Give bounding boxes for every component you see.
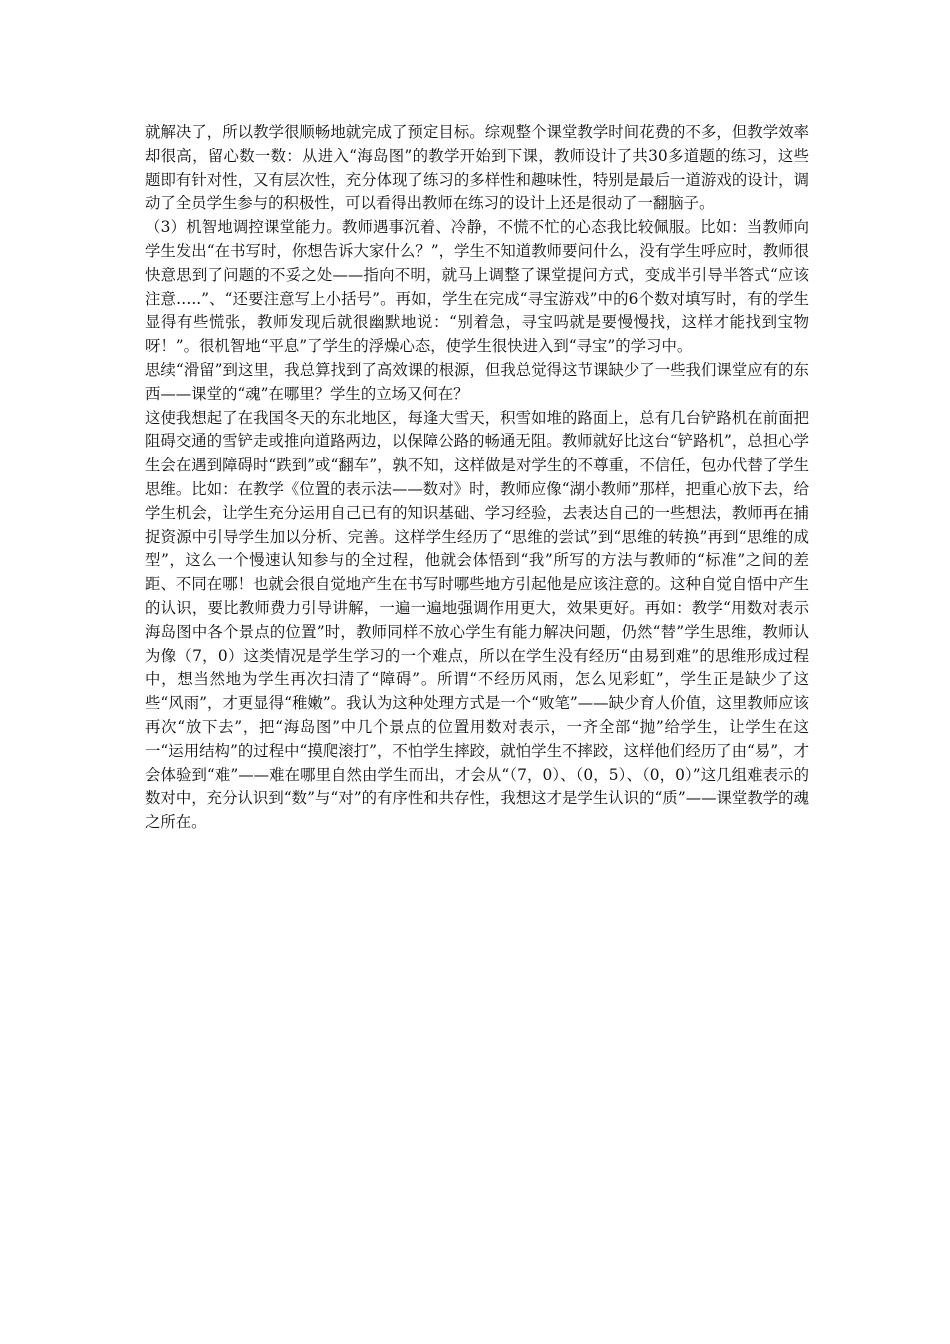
paragraph-2: （3）机智地调控课堂能力。教师遇事沉着、冷静，不慌不忙的心态我比较佩服。比如：当教师向学生发出“在书写时，你想告诉大家什么？”，学生不知道教师要问什么，没有学生呼应时，教师很快意思到了问题的不妥之处——指向不明，就马上调整了课堂提问方式，变成半引导半答式“应该注意…..”、“还要注意写上小括号”。再如，学生在完成“寻宝游戏”中的6个数对填写时，有的学生显得有些慌张，教师发现后就很幽默地说：“别着急，寻宝吗就是要慢慢找，这样才能找到宝物呀！”。很机智地“平息”了学生的浮燥心态，使学生很快进入到“寻宝”的学习中。 bbox=[145, 218, 809, 356]
document-body bbox=[145, 121, 809, 835]
paragraph-4: 这使我想起了在我国冬天的东北地区，每逢大雪天，积雪如堆的路面上，总有几台铲路机在前面把阻碍交通的雪铲走或推向道路两边，以保障公路的畅通无阻。教师就好比这台“铲路机”，总担心学生会在遇到障碍时“跌到”或“翻车”，孰不知，这样做是对学生的不尊重，不信任，包办代替了学生思维。比如：在教学《位置的表示法——数对》时，教师应像“湖小教师”那样，把重心放下去，给学生机会，让学生充分运用自己已有的知识基础、学习经验，去表达自己的一些想法，教师再在捕捉资源中引导学生加以分析、完善。这样学生经历了“思维的尝试”到“思维的转换”再到“思维的成型”，这么一个慢速认知参与的全过程，他就会体悟到“我”所写的方法与教师的“标准”之间的差距、不同在哪！也就会很自觉地产生在书写时哪些地方引起他是应该注意的。这种自觉自悟中产生的认识，要比教师费力引导讲解，一遍一遍地强调作用更大，效果更好。再如：教学“用数对表示海岛图中各个景点的位置”时，教师同样不放心学生有能力解决问题，仍然“替”学生思维，教师认为像（7，0）这类情况是学生学习的一个难点，所以在学生没有经历“由易到难”的思维形成过程中，想当然地为学生再次扫清了“障碍”。所谓“不经历风雨，怎么见彩虹”，学生正是缺少了这些“风雨”，才更显得“稚嫩”。我认为这种处理方式是一个“败笔”——缺少育人价值，这里教师应该再次“放下去”，把“海岛图”中几个景点的位置用数对表示，一齐全部“抛”给学生，让学生在这一“运用结构”的过程中“摸爬滚打”，不怕学生摔跤，就怕学生不摔跤，这样他们经历了由“易”，才会体验到“难”——难在哪里自然由学生而出，才会从“（7，0）、（0，5）、（0，0）”这几组难表示的数对中，充分认识到“数”与“对”的有序性和共存性，我想这才是学生认识的“质”——课堂教学的魂之所在。 bbox=[145, 408, 809, 832]
paragraph-3: 思续“滑留”到这里，我总算找到了高效课的根源，但我总觉得这节课缺少了一些我们课堂应有的东西——课堂的“魂”在哪里？学生的立场又何在？ bbox=[145, 360, 809, 403]
paragraph-1: 就解决了，所以教学很顺畅地就完成了预定目标。综观整个课堂教学时间花费的不多，但教学效率却很高，留心数一数：从进入“海岛图”的教学开始到下课，教师设计了共30多道题的练习，这些题即有针对性，又有层次性，充分体现了练习的多样性和趣味性，特别是最后一道游戏的设计，调动了全员学生参与的积极性，可以看得出教师在练习的设计上还是很动了一翻脑子。 bbox=[145, 123, 809, 213]
